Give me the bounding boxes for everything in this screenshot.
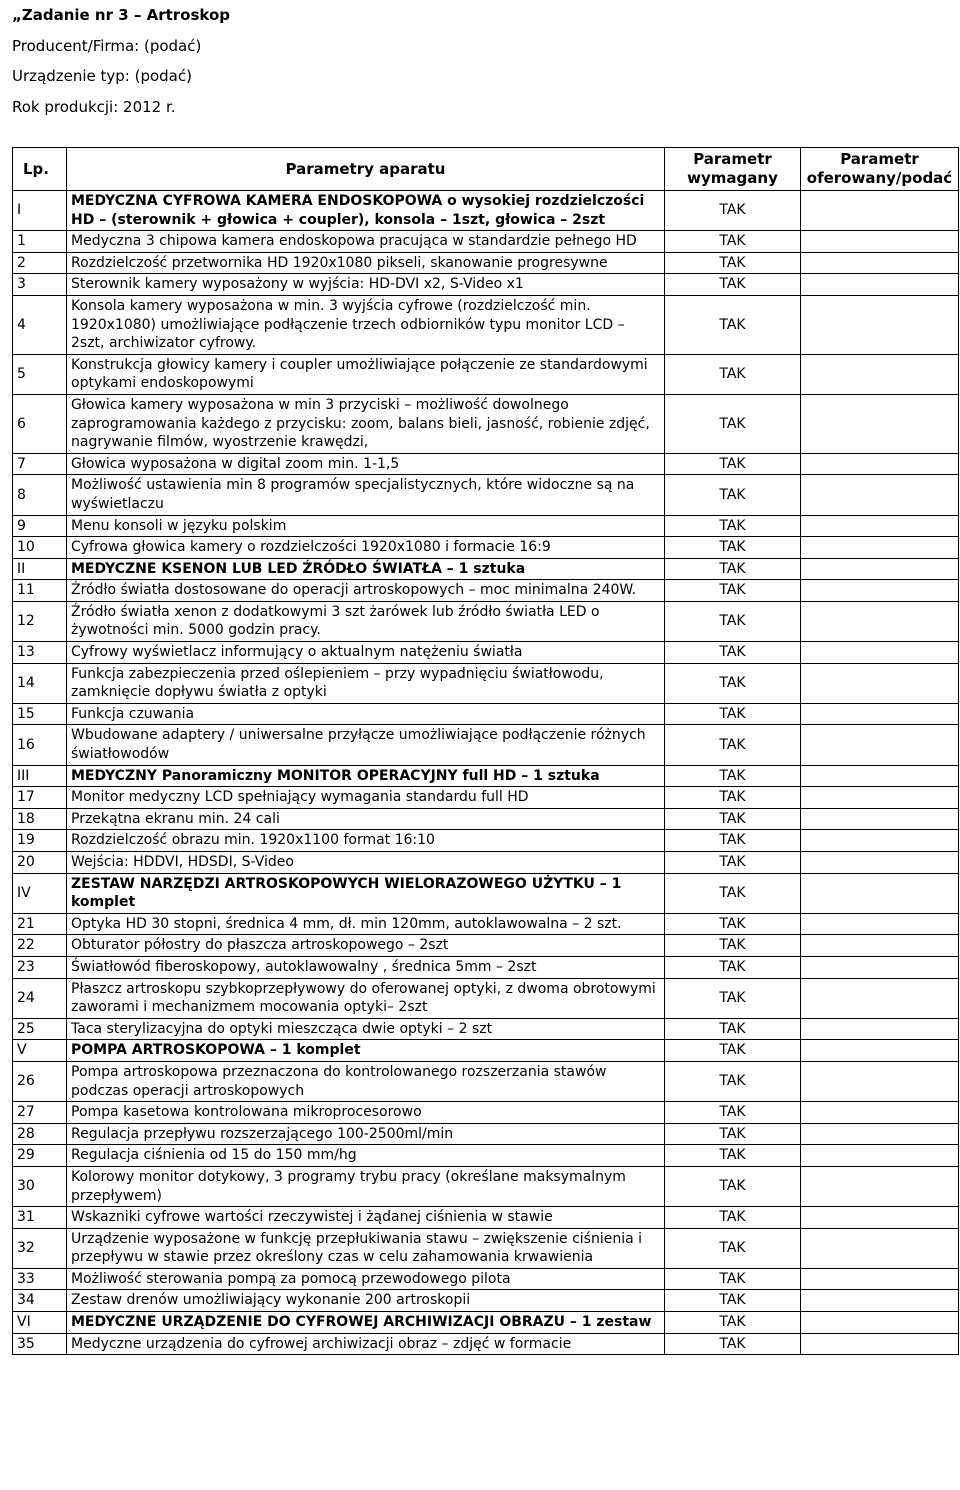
section-row xyxy=(13,1312,959,1334)
row-required-value: TAK xyxy=(665,252,801,274)
row-offered-value xyxy=(801,354,959,394)
row-parameter: Wskazniki cyfrowe wartości rzeczywistej i żądanej ciśnienia w stawie xyxy=(67,1207,665,1229)
row-parameter: Rozdzielczość obrazu min. 1920x1100 format 16:10 xyxy=(67,830,665,852)
row-parameter: MEDYCZNA CYFROWA KAMERA ENDOSKOPOWA o wysokiej rozdzielczości HD – (sterownik + głowica + coupler), konsola – 1szt, głowica – 2szt xyxy=(67,191,665,231)
section-row xyxy=(13,1040,959,1062)
row-offered-value xyxy=(801,852,959,874)
specification-table xyxy=(12,147,959,1355)
row-required-value: TAK xyxy=(665,1102,801,1124)
table-row xyxy=(13,1018,959,1040)
row-required-value: TAK xyxy=(665,703,801,725)
column-header-parameters: Parametry aparatu xyxy=(67,148,665,191)
table-row xyxy=(13,274,959,296)
table-row xyxy=(13,830,959,852)
row-offered-value xyxy=(801,1123,959,1145)
row-parameter: Pompa kasetowa kontrolowana mikroprocesorowo xyxy=(67,1102,665,1124)
row-number: 15 xyxy=(13,703,67,725)
table-row xyxy=(13,580,959,602)
row-number: 4 xyxy=(13,295,67,354)
row-required-value: TAK xyxy=(665,1145,801,1167)
row-offered-value xyxy=(801,808,959,830)
table-row xyxy=(13,252,959,274)
row-required-value: TAK xyxy=(665,830,801,852)
row-offered-value xyxy=(801,191,959,231)
table-row xyxy=(13,663,959,703)
row-offered-value xyxy=(801,252,959,274)
table-header-row xyxy=(13,148,959,191)
table-row xyxy=(13,354,959,394)
row-offered-value xyxy=(801,725,959,765)
row-required-value: TAK xyxy=(665,873,801,913)
column-header-lp: Lp. xyxy=(13,148,67,191)
row-number: 33 xyxy=(13,1268,67,1290)
row-number: 20 xyxy=(13,852,67,874)
row-number: 13 xyxy=(13,642,67,664)
row-required-value: TAK xyxy=(665,475,801,515)
row-parameter: Światłowód fiberoskopowy, autoklawowalny , średnica 5mm – 2szt xyxy=(67,956,665,978)
row-offered-value xyxy=(801,1102,959,1124)
row-required-value: TAK xyxy=(665,1018,801,1040)
row-parameter: MEDYCZNY Panoramiczny MONITOR OPERACYJNY full HD – 1 sztuka xyxy=(67,765,665,787)
section-row xyxy=(13,191,959,231)
row-offered-value xyxy=(801,1061,959,1101)
row-offered-value xyxy=(801,663,959,703)
row-number: V xyxy=(13,1040,67,1062)
table-row xyxy=(13,1207,959,1229)
row-offered-value xyxy=(801,1228,959,1268)
row-offered-value xyxy=(801,580,959,602)
row-required-value: TAK xyxy=(665,956,801,978)
device-type-line: Urządzenie typ: (podać) xyxy=(12,67,192,85)
row-number: 29 xyxy=(13,1145,67,1167)
row-required-value: TAK xyxy=(665,978,801,1018)
row-parameter: Płaszcz artroskopu szybkoprzepływowy do oferowanej optyki, z dwoma obrotowymi zaworami i mechanizmem mocowania optyki– 2szt xyxy=(67,978,665,1018)
section-row xyxy=(13,765,959,787)
row-number: IV xyxy=(13,873,67,913)
row-number: III xyxy=(13,765,67,787)
row-required-value: TAK xyxy=(665,453,801,475)
row-offered-value xyxy=(801,913,959,935)
row-required-value: TAK xyxy=(665,765,801,787)
row-parameter: POMPA ARTROSKOPOWA – 1 komplet xyxy=(67,1040,665,1062)
row-parameter: Możliwość sterowania pompą za pomocą przewodowego pilota xyxy=(67,1268,665,1290)
column-header-required: Parametr wymagany xyxy=(665,148,801,191)
row-number: 26 xyxy=(13,1061,67,1101)
table-row xyxy=(13,642,959,664)
row-parameter: Kolorowy monitor dotykowy, 3 programy trybu pracy (określane maksymalnym przepływem) xyxy=(67,1166,665,1206)
row-offered-value xyxy=(801,703,959,725)
column-header-offered: Parametr oferowany/podać xyxy=(801,148,959,191)
producer-line: Producent/Firma: (podać) xyxy=(12,36,202,55)
row-offered-value xyxy=(801,537,959,559)
table-row xyxy=(13,295,959,354)
row-offered-value xyxy=(801,978,959,1018)
row-required-value: TAK xyxy=(665,191,801,231)
table-row xyxy=(13,1290,959,1312)
row-parameter: Funkcja czuwania xyxy=(67,703,665,725)
row-offered-value xyxy=(801,231,959,253)
table-row xyxy=(13,913,959,935)
row-required-value: TAK xyxy=(665,537,801,559)
row-parameter: Pompa artroskopowa przeznaczona do kontrolowanego rozszerzania stawów podczas operacji artroskopowych xyxy=(67,1061,665,1101)
row-required-value: TAK xyxy=(665,935,801,957)
row-required-value: TAK xyxy=(665,580,801,602)
table-row xyxy=(13,1166,959,1206)
row-number: 1 xyxy=(13,231,67,253)
table-row xyxy=(13,956,959,978)
row-parameter: Głowica kamery wyposażona w min 3 przyciski – możliwość dowolnego zaprogramowania każdego z przycisku: zoom, balans bieli, jasność, robienie zdjęć, nagrywanie filmów, wyostrzenie krawędzi, xyxy=(67,394,665,453)
table-row xyxy=(13,231,959,253)
row-parameter: ZESTAW NARZĘDZI ARTROSKOPOWYCH WIELORAZOWEGO UŻYTKU – 1 komplet xyxy=(67,873,665,913)
row-offered-value xyxy=(801,1290,959,1312)
row-parameter: Regulacja przepływu rozszerzającego 100-2500ml/min xyxy=(67,1123,665,1145)
row-offered-value xyxy=(801,830,959,852)
row-offered-value xyxy=(801,1312,959,1334)
row-required-value: TAK xyxy=(665,1312,801,1334)
row-offered-value xyxy=(801,787,959,809)
row-offered-value xyxy=(801,394,959,453)
row-required-value: TAK xyxy=(665,852,801,874)
row-parameter: Rozdzielczość przetwornika HD 1920x1080 pikseli, skanowanie progresywne xyxy=(67,252,665,274)
row-parameter: Głowica wyposażona w digital zoom min. 1-1,5 xyxy=(67,453,665,475)
row-required-value: TAK xyxy=(665,808,801,830)
row-number: I xyxy=(13,191,67,231)
row-number: 28 xyxy=(13,1123,67,1145)
row-parameter: Cyfrowa głowica kamery o rozdzielczości 1920x1080 i formacie 16:9 xyxy=(67,537,665,559)
row-offered-value xyxy=(801,558,959,580)
row-number: 12 xyxy=(13,601,67,641)
row-required-value: TAK xyxy=(665,295,801,354)
row-number: 22 xyxy=(13,935,67,957)
table-row xyxy=(13,601,959,641)
row-required-value: TAK xyxy=(665,913,801,935)
row-required-value: TAK xyxy=(665,1123,801,1145)
row-parameter: MEDYCZNE URZĄDZENIE DO CYFROWEJ ARCHIWIZACJI OBRAZU – 1 zestaw xyxy=(67,1312,665,1334)
row-offered-value xyxy=(801,601,959,641)
table-row xyxy=(13,935,959,957)
row-number: VI xyxy=(13,1312,67,1334)
row-number: 10 xyxy=(13,537,67,559)
row-parameter: Konstrukcja głowicy kamery i coupler umożliwiające połączenie ze standardowymi optykami endoskopowymi xyxy=(67,354,665,394)
row-number: II xyxy=(13,558,67,580)
row-number: 3 xyxy=(13,274,67,296)
row-required-value: TAK xyxy=(665,515,801,537)
row-offered-value xyxy=(801,295,959,354)
row-required-value: TAK xyxy=(665,354,801,394)
row-offered-value xyxy=(801,274,959,296)
row-number: 35 xyxy=(13,1333,67,1355)
row-parameter: Menu konsoli w języku polskim xyxy=(67,515,665,537)
row-number: 14 xyxy=(13,663,67,703)
row-offered-value xyxy=(801,1018,959,1040)
row-offered-value xyxy=(801,873,959,913)
row-parameter: MEDYCZNE KSENON LUB LED ŹRÓDŁO ŚWIATŁA – 1 sztuka xyxy=(67,558,665,580)
row-parameter: Źródło światła dostosowane do operacji artroskopowych – moc minimalna 240W. xyxy=(67,580,665,602)
row-offered-value xyxy=(801,515,959,537)
row-number: 17 xyxy=(13,787,67,809)
row-required-value: TAK xyxy=(665,1166,801,1206)
row-parameter: Cyfrowy wyświetlacz informujący o aktualnym natężeniu światła xyxy=(67,642,665,664)
row-number: 19 xyxy=(13,830,67,852)
row-number: 8 xyxy=(13,475,67,515)
table-row xyxy=(13,1061,959,1101)
table-row xyxy=(13,394,959,453)
row-offered-value xyxy=(801,642,959,664)
row-number: 7 xyxy=(13,453,67,475)
table-row xyxy=(13,537,959,559)
row-required-value: TAK xyxy=(665,601,801,641)
row-parameter: Medyczna 3 chipowa kamera endoskopowa pracująca w standardzie pełnego HD xyxy=(67,231,665,253)
row-number: 23 xyxy=(13,956,67,978)
row-required-value: TAK xyxy=(665,1207,801,1229)
row-required-value: TAK xyxy=(665,663,801,703)
row-offered-value xyxy=(801,1040,959,1062)
table-row xyxy=(13,787,959,809)
row-required-value: TAK xyxy=(665,642,801,664)
row-offered-value xyxy=(801,1166,959,1206)
row-parameter: Urządzenie wyposażone w funkcję przepłukiwania stawu – zwiększenie ciśnienia i przepływu w stawie przez określony czas w celu zahamowania krwawienia xyxy=(67,1228,665,1268)
row-parameter: Konsola kamery wyposażona w min. 3 wyjścia cyfrowe (rozdzielczość min. 1920x1080) umożliwiające podłączenie trzech odbiorników typu monitor LCD – 2szt, archiwizator cyfrowy. xyxy=(67,295,665,354)
table-row xyxy=(13,703,959,725)
row-parameter: Źródło światła xenon z dodatkowymi 3 szt żarówek lub źródło światła LED o żywotności min. 5000 godzin pracy. xyxy=(67,601,665,641)
row-offered-value xyxy=(801,1207,959,1229)
row-offered-value xyxy=(801,935,959,957)
table-row xyxy=(13,808,959,830)
row-required-value: TAK xyxy=(665,1040,801,1062)
row-required-value: TAK xyxy=(665,1268,801,1290)
row-number: 31 xyxy=(13,1207,67,1229)
row-parameter: Przekątna ekranu min. 24 cali xyxy=(67,808,665,830)
table-row xyxy=(13,852,959,874)
table-row xyxy=(13,1228,959,1268)
row-required-value: TAK xyxy=(665,1228,801,1268)
row-number: 6 xyxy=(13,394,67,453)
row-required-value: TAK xyxy=(665,787,801,809)
section-row xyxy=(13,873,959,913)
row-required-value: TAK xyxy=(665,558,801,580)
table-row xyxy=(13,978,959,1018)
table-row xyxy=(13,1333,959,1355)
row-number: 24 xyxy=(13,978,67,1018)
row-number: 18 xyxy=(13,808,67,830)
row-required-value: TAK xyxy=(665,725,801,765)
table-row xyxy=(13,475,959,515)
row-required-value: TAK xyxy=(665,394,801,453)
table-row xyxy=(13,1123,959,1145)
row-required-value: TAK xyxy=(665,231,801,253)
row-number: 27 xyxy=(13,1102,67,1124)
row-required-value: TAK xyxy=(665,1061,801,1101)
row-number: 34 xyxy=(13,1290,67,1312)
document-title: „Zadanie nr 3 – Artroskop xyxy=(12,6,231,24)
row-number: 11 xyxy=(13,580,67,602)
row-parameter: Wejścia: HDDVI, HDSDI, S-Video xyxy=(67,852,665,874)
section-row xyxy=(13,558,959,580)
row-parameter: Możliwość ustawienia min 8 programów specjalistycznych, które widoczne są na wyświetlaczu xyxy=(67,475,665,515)
table-row xyxy=(13,725,959,765)
row-parameter: Wbudowane adaptery / uniwersalne przyłącze umożliwiające podłączenie różnych światłowodów xyxy=(67,725,665,765)
production-year-line: Rok produkcji: 2012 r. xyxy=(12,97,176,116)
row-parameter: Regulacja ciśnienia od 15 do 150 mm/hg xyxy=(67,1145,665,1167)
row-offered-value xyxy=(801,956,959,978)
row-parameter: Monitor medyczny LCD spełniający wymagania standardu full HD xyxy=(67,787,665,809)
table-row xyxy=(13,453,959,475)
row-number: 9 xyxy=(13,515,67,537)
row-offered-value xyxy=(801,1333,959,1355)
table-row xyxy=(13,1102,959,1124)
row-offered-value xyxy=(801,765,959,787)
row-parameter: Obturator półostry do płaszcza artroskopowego – 2szt xyxy=(67,935,665,957)
row-parameter: Sterownik kamery wyposażony w wyjścia: HD-DVI x2, S-Video x1 xyxy=(67,274,665,296)
row-offered-value xyxy=(801,475,959,515)
row-required-value: TAK xyxy=(665,1290,801,1312)
row-number: 30 xyxy=(13,1166,67,1206)
row-required-value: TAK xyxy=(665,1333,801,1355)
row-parameter: Funkcja zabezpieczenia przed oślepieniem – przy wypadnięciu światłowodu, zamknięcie dopływu światła z optyki xyxy=(67,663,665,703)
row-number: 25 xyxy=(13,1018,67,1040)
row-offered-value xyxy=(801,1145,959,1167)
table-row xyxy=(13,1145,959,1167)
row-number: 16 xyxy=(13,725,67,765)
row-required-value: TAK xyxy=(665,274,801,296)
row-number: 32 xyxy=(13,1228,67,1268)
row-number: 21 xyxy=(13,913,67,935)
table-row xyxy=(13,1268,959,1290)
row-number: 5 xyxy=(13,354,67,394)
row-number: 2 xyxy=(13,252,67,274)
row-parameter: Medyczne urządzenia do cyfrowej archiwizacji obraz – zdjęć w formacie xyxy=(67,1333,665,1355)
table-row xyxy=(13,515,959,537)
row-parameter: Optyka HD 30 stopni, średnica 4 mm, dł. min 120mm, autoklawowalna – 2 szt. xyxy=(67,913,665,935)
row-parameter: Taca sterylizacyjna do optyki mieszcząca dwie optyki – 2 szt xyxy=(67,1018,665,1040)
row-parameter: Zestaw drenów umożliwiający wykonanie 200 artroskopii xyxy=(67,1290,665,1312)
document-header xyxy=(12,0,230,122)
row-offered-value xyxy=(801,453,959,475)
row-offered-value xyxy=(801,1268,959,1290)
